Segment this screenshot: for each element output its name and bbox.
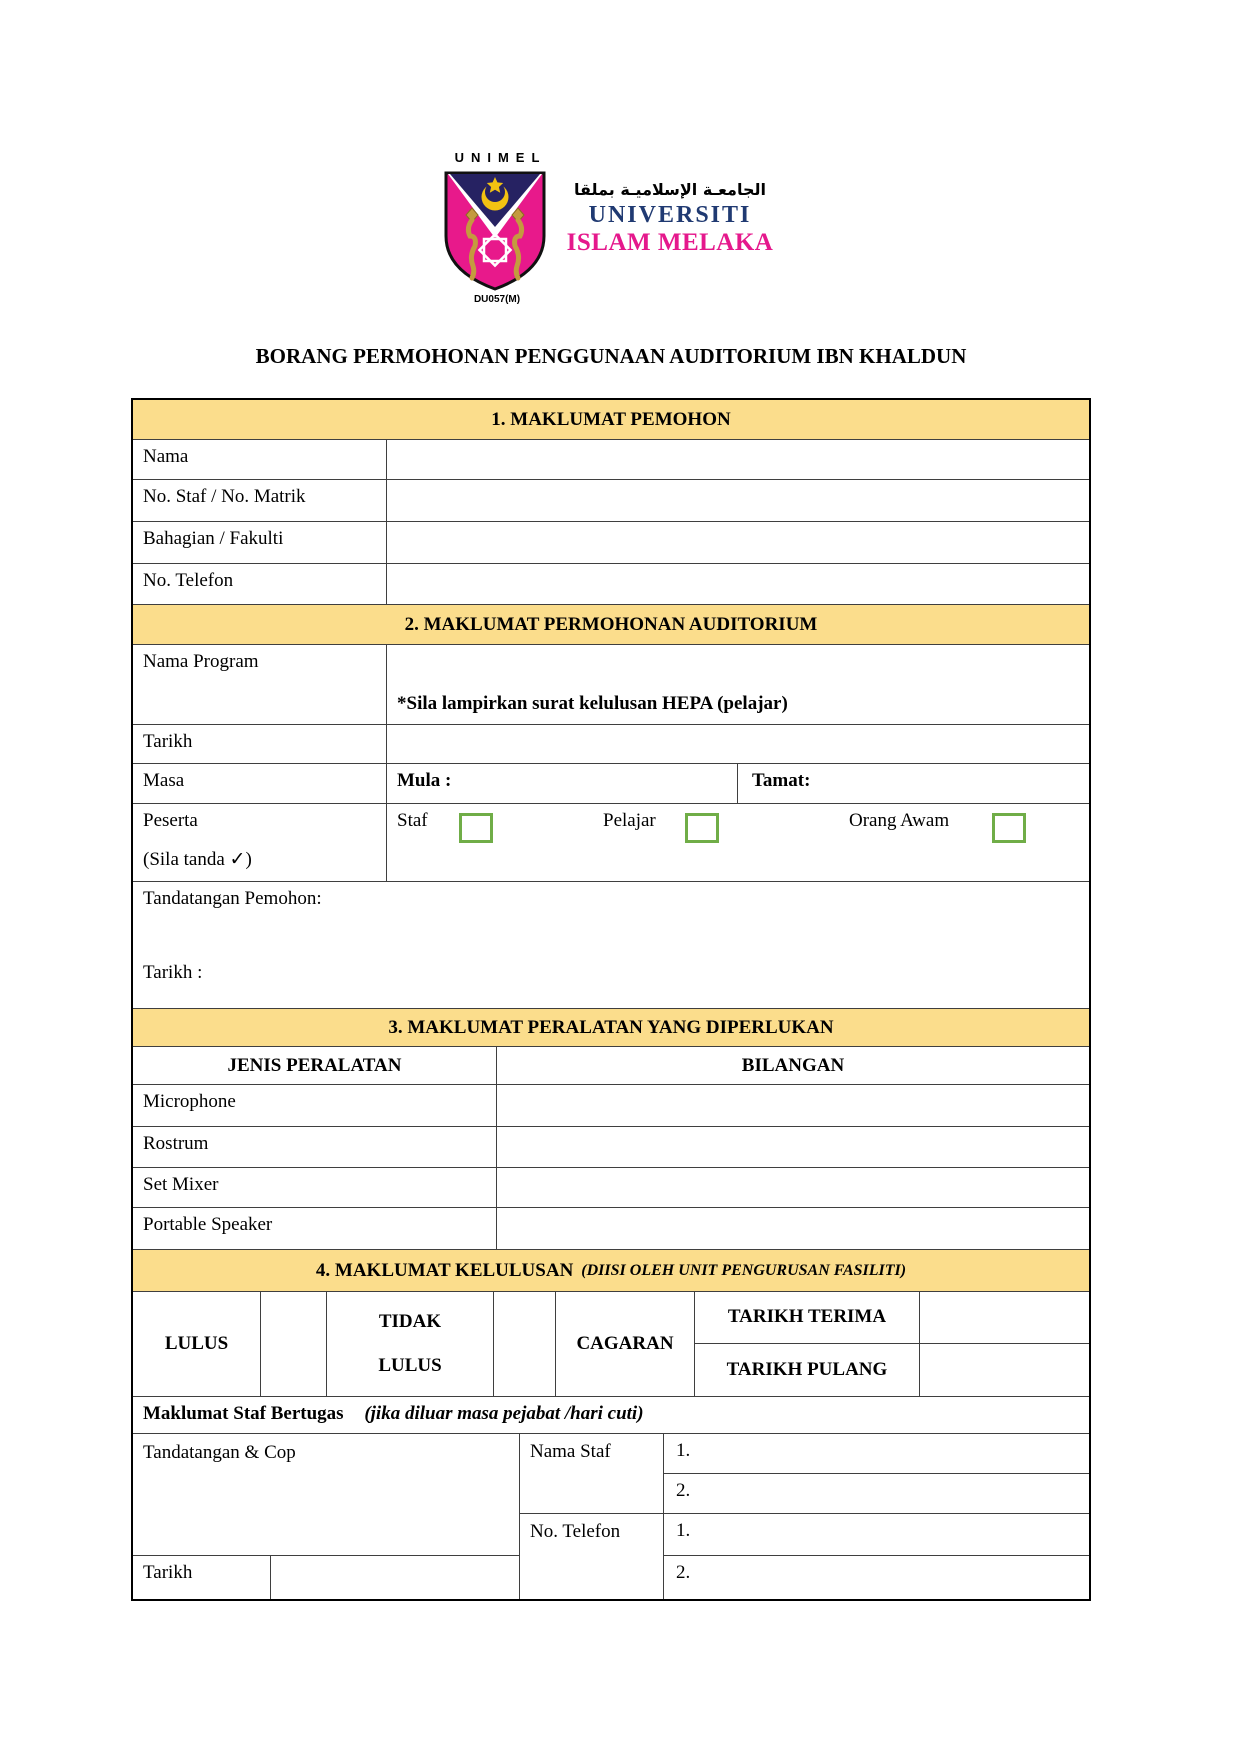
rostrum-label: Rostrum [133, 1127, 497, 1167]
university-name-arabic: الجامعـة الإسلاميـة بملقا [574, 180, 766, 199]
staf-bertugas-row [133, 1397, 1089, 1434]
tidak-lulus-line2: LULUS [378, 1355, 442, 1376]
tarikh-value-cell[interactable] [271, 1556, 519, 1599]
nama-staf-values [664, 1434, 1089, 1513]
registration-code: DU057(M) [473, 294, 521, 305]
option-pelajar-label: Pelajar [603, 810, 656, 831]
tandatangan-cop-cell[interactable]: Tandatangan & Cop [133, 1434, 519, 1556]
tarikh-input-cell[interactable] [387, 725, 1089, 763]
checkbox-pelajar[interactable] [685, 813, 719, 843]
tidak-lulus-tick-cell[interactable] [494, 1292, 556, 1396]
tidak-lulus-line1: TIDAK [378, 1311, 442, 1333]
no-staf-label: No. Staf / No. Matrik [133, 480, 387, 521]
microphone-bilangan-cell[interactable] [497, 1085, 1089, 1126]
nama-input-cell[interactable] [387, 440, 1089, 479]
field-row-bahagian [133, 522, 1089, 564]
section2-header [133, 605, 1089, 645]
tandatangan-tarikh-label: Tarikh : [143, 962, 203, 983]
equipment-row-microphone [133, 1085, 1089, 1127]
bahagian-label: Bahagian / Fakulti [133, 522, 387, 563]
peserta-label-line1: Peserta [143, 810, 198, 831]
tandatangan-pemohon-label: Tandatangan Pemohon: [143, 888, 322, 909]
tarikh-label-bottom: Tarikh [133, 1556, 271, 1599]
microphone-label: Microphone [133, 1085, 497, 1126]
field-row-nama-program [133, 645, 1089, 725]
section3-header [133, 1009, 1089, 1047]
peserta-label [133, 804, 387, 881]
staff-details-column [520, 1434, 1089, 1599]
field-row-nama [133, 440, 1089, 480]
tarikh-pulang-label: TARIKH PULANG [726, 1358, 888, 1380]
masa-label: Masa [133, 764, 387, 803]
no-telefon-label: No. Telefon [133, 564, 387, 604]
checkbox-staf[interactable] [459, 813, 493, 843]
tidak-lulus-label [327, 1292, 494, 1396]
checkbox-orang-awam[interactable] [992, 813, 1026, 843]
section4-header [133, 1250, 1089, 1292]
bahagian-input-cell[interactable] [387, 522, 1089, 563]
field-row-peserta [133, 804, 1089, 882]
peserta-label-line2: (Sila tanda ✓) [143, 849, 252, 870]
no-telefon-values [664, 1514, 1089, 1599]
tarikh-terima-input-cell[interactable] [920, 1292, 1089, 1344]
lulus-tick-cell[interactable] [261, 1292, 327, 1396]
university-name-line2: ISLAM MELAKA [566, 229, 774, 256]
portable-speaker-bilangan-cell[interactable] [497, 1208, 1089, 1249]
tarikh-row [133, 1556, 519, 1599]
section3-header-label: 3. MAKLUMAT PERALATAN YANG DIPERLUKAN [388, 1016, 834, 1038]
staf-bertugas-note: (jika diluar masa pejabat /hari cuti) [364, 1403, 644, 1424]
unimel-crest-icon [443, 170, 547, 292]
no-telefon-input-1[interactable]: 1. [664, 1514, 1089, 1556]
portable-speaker-label: Portable Speaker [133, 1208, 497, 1249]
no-telefon-input-cell[interactable] [387, 564, 1089, 604]
section4-header-label: 4. MAKLUMAT KELULUSAN [315, 1259, 574, 1281]
application-form-table [131, 398, 1091, 1601]
lulus-label: LULUS [133, 1292, 261, 1396]
field-row-tarikh [133, 725, 1089, 764]
nama-label: Nama [133, 440, 387, 479]
tarikh-labels-column [695, 1292, 919, 1396]
tarikh-label: Tarikh [133, 725, 387, 763]
section1-header-label: 1. MAKLUMAT PEMOHON [491, 408, 731, 430]
staf-bertugas-label: Maklumat Staf Bertugas [143, 1403, 344, 1424]
nama-staf-input-1[interactable]: 1. [664, 1434, 1089, 1474]
field-row-no-staf [133, 480, 1089, 522]
nama-staf-input-2[interactable]: 2. [676, 1479, 691, 1501]
hepa-note: *Sila lampirkan surat kelulusan HEPA (pelajar) [397, 693, 788, 714]
tarikh-pulang-input-cell[interactable] [920, 1344, 1089, 1396]
jenis-peralatan-column-header: JENIS PERALATAN [133, 1047, 497, 1084]
equipment-row-set-mixer [133, 1168, 1089, 1208]
cagaran-label: CAGARAN [556, 1292, 695, 1396]
field-row-no-telefon [133, 564, 1089, 605]
university-name [555, 180, 785, 257]
no-telefon-group [520, 1514, 1089, 1599]
bilangan-column-header: BILANGAN [741, 1054, 845, 1076]
masa-mula-input-cell[interactable]: Mula : [387, 764, 738, 803]
field-row-tandatangan-pemohon [133, 882, 1089, 1009]
tarikh-terima-label: TARIKH TERIMA [695, 1292, 919, 1344]
nama-staf-label: Nama Staf [520, 1434, 664, 1513]
section1-header [133, 400, 1089, 440]
equipment-row-portable-speaker [133, 1208, 1089, 1250]
equipment-header-row [133, 1047, 1089, 1085]
field-row-masa [133, 764, 1089, 804]
unimel-acronym: UNIMEL [454, 150, 547, 165]
option-orang-awam-label: Orang Awam [849, 810, 950, 831]
option-staf-label: Staf [397, 810, 428, 831]
section2-header-label: 2. MAKLUMAT PERMOHONAN AUDITORIUM [404, 613, 818, 635]
nama-program-label: Nama Program [133, 645, 387, 724]
masa-tamat-input-cell[interactable]: Tamat: [752, 770, 811, 791]
nama-staf-group [520, 1434, 1089, 1514]
tandatangan-pemohon-cell[interactable] [133, 882, 1089, 1008]
staf-bertugas-cell [133, 1397, 1089, 1433]
set-mixer-label: Set Mixer [133, 1168, 497, 1207]
no-telefon-input-2[interactable]: 2. [676, 1562, 691, 1583]
form-title: BORANG PERMOHONAN PENGGUNAAN AUDITORIUM IBN KHALDUN [255, 344, 967, 368]
set-mixer-bilangan-cell[interactable] [497, 1168, 1089, 1207]
kelulusan-row [133, 1292, 1089, 1397]
nama-program-input-cell[interactable] [387, 645, 1089, 724]
tarikh-values-column [919, 1292, 1089, 1396]
no-telefon-staf-label: No. Telefon [520, 1514, 664, 1599]
peserta-options-cell [387, 804, 1089, 881]
section4-header-note: (DIISI OLEH UNIT PENGURUSAN FASILITI) [581, 1261, 907, 1279]
no-staf-input-cell[interactable] [387, 480, 1089, 521]
signature-left-column [133, 1434, 520, 1599]
approval-signature-block [133, 1434, 1089, 1599]
university-name-line1: UNIVERSITI [588, 202, 752, 228]
rostrum-bilangan-cell[interactable] [497, 1127, 1089, 1167]
equipment-row-rostrum [133, 1127, 1089, 1168]
